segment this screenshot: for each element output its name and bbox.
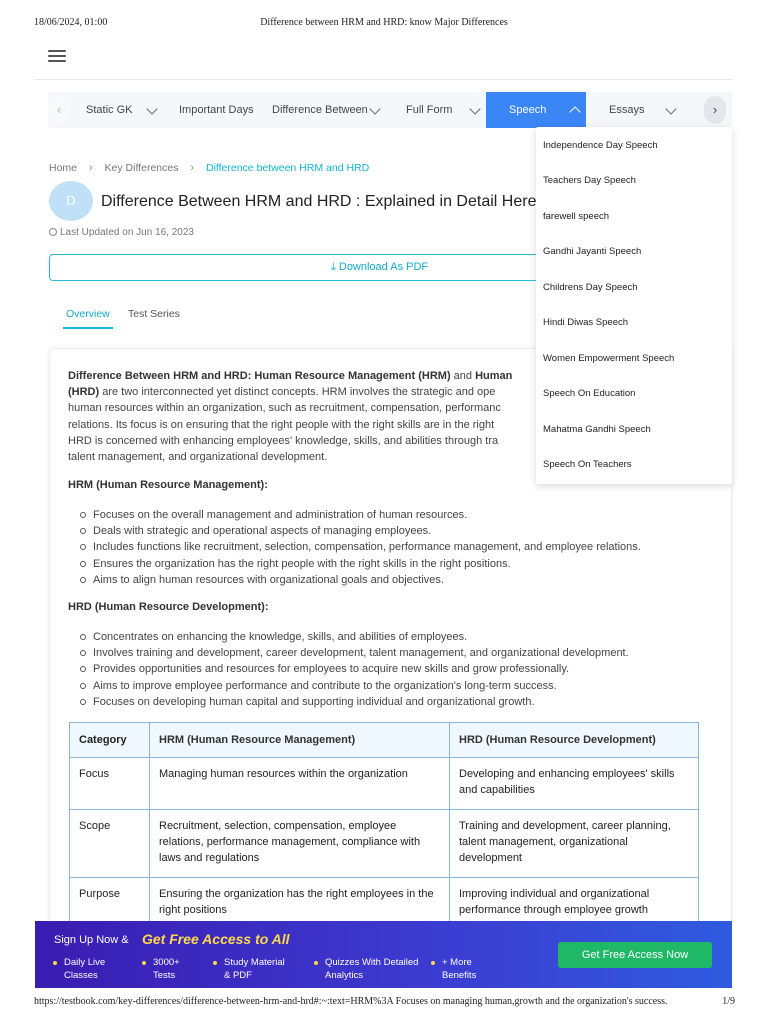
promo-feature [224, 956, 285, 982]
scroll-left-icon[interactable]: ‹ [48, 96, 70, 124]
chevron-down-icon [146, 103, 157, 114]
promo-feature-line: 3000+ [153, 957, 180, 968]
intro-bold-3: (HRD) [68, 386, 100, 399]
list-item: Focuses on the overall management and administration of human resources. [93, 507, 641, 523]
hrm-points-list [93, 507, 641, 588]
chevron-up-icon [569, 106, 580, 117]
clock-icon [49, 228, 57, 236]
list-item: Ensures the organization has the right people with the right skills in the right positions. [93, 556, 641, 572]
promo-feature [442, 956, 476, 982]
promo-banner [35, 921, 732, 988]
list-item: Concentrates on enhancing the knowledge, skills, and abilities of employees. [93, 629, 629, 645]
promo-headline: Get Free Access to All [142, 931, 290, 947]
list-item: Aims to improve employee performance and contribute to the organization's long-term success. [93, 678, 629, 694]
promo-feature-line: Analytics [325, 970, 364, 981]
print-datetime: 18/06/2024, 01:00 [34, 17, 108, 28]
dropdown-item[interactable]: Gandhi Jayanti Speech [543, 246, 642, 257]
breadcrumb-key-differences[interactable]: Key Differences [104, 162, 179, 174]
promo-signup-text: Sign Up Now & [54, 934, 129, 946]
dropdown-item[interactable]: Hindi Diwas Speech [543, 317, 629, 328]
avatar: D [49, 181, 93, 221]
nav-item-label: Speech [509, 104, 547, 116]
intro-text: are two interconnected yet distinct concepts. HRM involves the strategic and ope [99, 386, 496, 399]
nav-item-speech[interactable] [486, 92, 586, 128]
hrd-heading: HRD (Human Resource Development): [68, 601, 269, 613]
print-title: Difference between HRM and HRD: know Major Differences [260, 17, 508, 28]
table-cell: Scope [70, 810, 150, 878]
intro-bold-2: Human [475, 370, 513, 382]
promo-feature [64, 956, 105, 982]
speech-dropdown-menu [536, 127, 732, 484]
nav-item-label: Essays [609, 104, 645, 116]
promo-feature-line: Tests [153, 970, 176, 981]
nav-item-important-days[interactable] [179, 92, 263, 128]
promo-feature [153, 956, 180, 982]
tab-overview[interactable]: Overview [66, 308, 110, 320]
promo-feature-line: Daily Live [64, 957, 106, 968]
hrd-points-list [93, 629, 629, 710]
last-updated [49, 227, 194, 238]
menu-icon[interactable] [48, 50, 66, 63]
print-header [0, 0, 768, 40]
last-updated-text: Last Updated on Jun 16, 2023 [60, 227, 194, 238]
dropdown-item[interactable]: farewell speech [543, 211, 610, 222]
intro-text: relations. Its focus is on ensuring that the right people with the right skills are in the right [68, 418, 495, 431]
promo-feature [325, 956, 418, 982]
promo-feature-line: Classes [64, 970, 98, 981]
nav-item-full-form[interactable] [406, 92, 486, 128]
list-item: Focuses on developing human capital and supporting individual and organizational growth. [93, 694, 629, 710]
nav-item-label: Full Form [406, 104, 453, 116]
comparison-table [69, 722, 699, 930]
table-cell: Focus [70, 758, 150, 810]
table-cell: Managing human resources within the organization [150, 758, 450, 810]
breadcrumb [49, 162, 369, 174]
nav-item-label: Important Days [179, 104, 254, 116]
chevron-right-icon: › [190, 162, 195, 174]
dropdown-item[interactable]: Mahatma Gandhi Speech [543, 424, 651, 435]
intro-text: human resources within an organization, such as recruitment, compensation, performanc [68, 402, 501, 415]
page-title: Difference Between HRM and HRD : Explained in Detail Here [101, 193, 537, 210]
nav-item-label: Static GK [86, 104, 133, 116]
table-header-row [70, 723, 699, 758]
print-page-number: 1/9 [722, 996, 735, 1007]
table-cell: Purpose [70, 878, 150, 930]
chevron-right-icon: › [88, 162, 93, 174]
table-cell: Developing and enhancing employees' skills and capabilities [450, 758, 699, 810]
hrm-heading: HRM (Human Resource Management): [68, 479, 268, 491]
intro-text: talent management, and organizational development. [68, 451, 328, 464]
print-url: https://testbook.com/key-differences/difference-between-hrm-and-hrd#:~:text=HRM%3A Focuses on managing human,growth and the organization's success. [34, 996, 668, 1007]
download-pdf-label: Download As PDF [338, 261, 429, 273]
intro-text: HRD is concerned with enhancing employees' knowledge, skills, and abilities through tra [68, 434, 499, 447]
get-free-access-button[interactable]: Get Free Access Now [558, 942, 712, 968]
nav-item-static-gk[interactable] [86, 92, 178, 128]
breadcrumb-current[interactable]: Difference between HRM and HRD [205, 162, 370, 174]
nav-item-label: Difference Between [272, 104, 368, 116]
table-header-cell: HRD (Human Resource Development) [450, 723, 699, 758]
table-header-cell: HRM (Human Resource Management) [150, 723, 450, 758]
dropdown-item[interactable]: Teachers Day Speech [543, 175, 636, 186]
table-row [70, 810, 699, 878]
promo-feature-line: Quizzes With Detailed [325, 957, 419, 968]
category-navbar [48, 92, 732, 128]
intro-bold-1: Difference Between HRM and HRD: Human Resource Management (HRM) [68, 370, 451, 382]
list-item: Aims to align human resources with organizational goals and objectives. [93, 572, 641, 588]
dropdown-item[interactable]: Speech On Teachers [543, 459, 632, 470]
intro-text: and [450, 370, 476, 382]
active-tab-indicator [63, 327, 113, 329]
nav-item-essays[interactable] [609, 92, 689, 128]
list-item: Deals with strategic and operational aspects of managing employees. [93, 523, 641, 539]
dropdown-item[interactable]: Women Empowerment Speech [543, 353, 675, 364]
list-item: Provides opportunities and resources for employees to acquire new skills and grow professionally. [93, 661, 629, 677]
download-icon: ⤓ [331, 261, 336, 273]
table-cell: Ensuring the organization has the right employees in the right positions [150, 878, 450, 930]
scroll-right-icon[interactable]: › [704, 96, 726, 124]
table-cell: Training and development, career planning, talent management, organizational development [450, 810, 699, 878]
chevron-down-icon [665, 103, 676, 114]
print-footer [0, 994, 768, 1014]
dropdown-item[interactable]: Childrens Day Speech [543, 282, 638, 293]
dropdown-item[interactable]: Independence Day Speech [543, 140, 658, 151]
table-cell: Recruitment, selection, compensation, employee relations, performance management, compliance with laws and regulations [150, 810, 450, 878]
tab-test-series[interactable]: Test Series [128, 308, 180, 320]
table-cell: Improving individual and organizational performance through employee growth [450, 878, 699, 930]
chevron-down-icon [369, 103, 380, 114]
nav-item-difference-between[interactable] [272, 92, 386, 128]
promo-feature-line: & PDF [224, 970, 252, 981]
list-item: Includes functions like recruitment, selection, compensation, performance management, and employee relations. [93, 539, 641, 555]
table-header-cell: Category [70, 723, 150, 758]
header-divider [34, 79, 732, 80]
promo-feature-line: Benefits [442, 970, 477, 981]
promo-feature-line: Study Material [224, 957, 285, 968]
promo-feature-line: + More [442, 957, 472, 968]
dropdown-item[interactable]: Speech On Education [543, 388, 636, 399]
table-row [70, 758, 699, 810]
breadcrumb-home[interactable]: Home [49, 162, 78, 174]
chevron-down-icon [469, 103, 480, 114]
list-item: Involves training and development, career development, talent management, and organizational development. [93, 645, 629, 661]
